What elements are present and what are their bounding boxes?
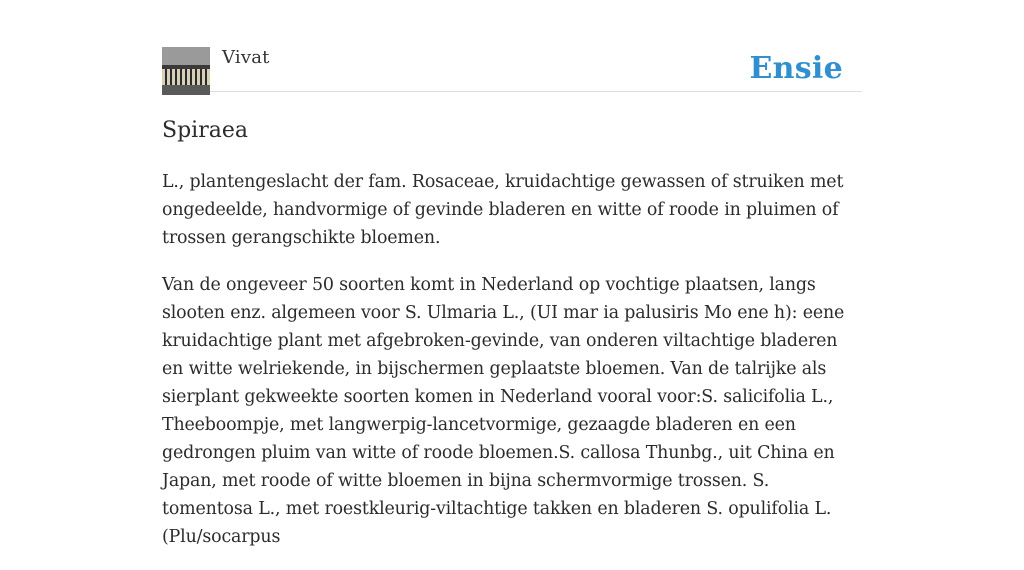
site-header <box>162 0 862 92</box>
author-name[interactable]: Vivat <box>222 47 270 68</box>
author-avatar[interactable] <box>162 47 210 95</box>
article-body <box>162 168 862 570</box>
site-logo[interactable]: Ensie <box>749 51 843 86</box>
article-page <box>162 0 862 547</box>
avatar-image-icon <box>162 47 210 95</box>
article-paragraph: L., plantengeslacht der fam. Rosaceae, kruidachtige gewassen of struiken met ongedeelde, handvormige of gevinde bladeren en witte of roode in pluimen of trossen gerangschikte bloemen. <box>162 172 844 248</box>
article-title: Spiraea <box>162 118 248 143</box>
article-paragraph: Van de ongeveer 50 soorten komt in Nederland op vochtige plaatsen, langs slooten enz. algemeen voor S. Ulmaria L., (UI mar ia palusiris Mo ene h): eene kruidachtige plant met afgebroken-gevinde, van onderen viltachtige bladeren en witte welriekende, in bijschermen geplaatste bloemen. Van de talrijke als sierplant gekweekte soorten komen in Nederland vooral voor:S. salicifolia L., Theeboompje, met langwerpig-lancetvormige, gezaagde bladeren en een gedrongen pluim van witte of roode bloemen.S. callosa Thunbg., uit China en Japan, met roode of witte bloemen in bijna schermvormige trossen. S. tomentosa L., met roestkleurig-viltachtige takken en bladeren S. opulifolia L. (Plu/socarpus <box>162 275 845 547</box>
